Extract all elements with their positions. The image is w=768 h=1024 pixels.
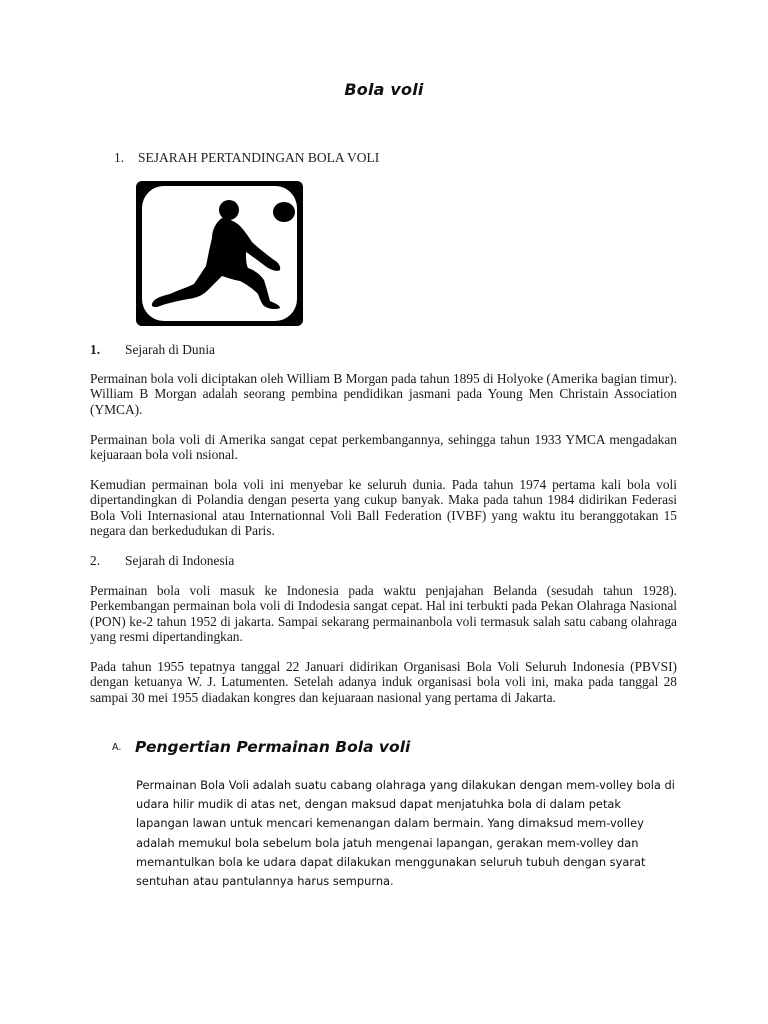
subsection-heading-text: Sejarah di Dunia — [125, 342, 215, 357]
paragraph: Kemudian permainan bola voli ini menyebar ke seluruh dunia. Pada tahun 1974 pertama kali bola voli dipertandingkan di Polandia dengan peserta yang cukup banyak. Maka pada tahun 1984 didirikan Federasi Bola Voli Internasional atau Internationnal Voli Ball Federation (IVBF) yang waktu itu beranggotakan 15 negara dan berkedudukan di Paris. — [90, 477, 677, 539]
list-number: 1. — [90, 342, 101, 357]
volleyball-figure — [136, 181, 303, 326]
section-heading-sejarah — [114, 150, 379, 166]
paragraph: Permainan Bola Voli adalah suatu cabang olahraga yang dilakukan dengan mem-volley bola di udara hilir mudik di atas net, dengan maksud dapat menjatuhka bola di dalam petak lapangan lawan untuk mencari kemenangan dalam bermain. Yang dimaksud mem-volley adalah memukul bola sebelum bola jatuh mengenai lapangan, gerakan mem-volley dan memantulkan bola ke udara dapat dilakukan menggunakan seluruh tubuh dengan syarat sentuhan atau pantulannya harus sempurna. — [136, 778, 675, 889]
volleyball-player-icon — [142, 186, 297, 321]
document-title: Bola voli — [344, 80, 424, 99]
paragraph: Permainan bola voli di Amerika sangat cepat perkembangannya, sehingga tahun 1933 YMCA mengadakan kejuaraan bola voli nsional. — [90, 432, 677, 463]
section-heading-text: Pengertian Permainan Bola voli — [135, 738, 411, 756]
list-number: 2. — [90, 553, 101, 568]
paragraph: Permainan bola voli masuk ke Indonesia pada waktu penjajahan Belanda (sesudah tahun 1928). Perkembangan permainan bola voli di Indodesia sangat cepat. Hal ini terbukti pada Pekan Olahraga Nasional (PON) ke-2 tahun 1952 di jakarta. Sampai sekarang permainanbola voli termasuk salah satu cabang olahraga yang resmi dipertandingkan. — [90, 583, 677, 645]
list-number: 1. — [114, 150, 125, 165]
figure-frame — [142, 186, 297, 321]
section-heading-pengertian — [112, 737, 410, 756]
section-heading-text: SEJARAH PERTANDINGAN BOLA VOLI — [138, 150, 380, 165]
subsection-heading-dunia — [90, 342, 215, 358]
subsection-heading-indonesia — [90, 553, 234, 569]
paragraph: Permainan bola voli diciptakan oleh William B Morgan pada tahun 1895 di Holyoke (Amerika bagian timur). William B Morgan adalah seorang pembina pendidikan jasmani pada Young Men Christain Association (YMCA). — [90, 371, 677, 417]
subsection-heading-text: Sejarah di Indonesia — [125, 553, 235, 568]
list-marker: A. — [112, 742, 122, 753]
paragraph: Pada tahun 1955 tepatnya tanggal 22 Januari didirikan Organisasi Bola Voli Seluruh Indonesia (PBVSI) dengan ketuanya W. J. Latumenten. Setelah adanya induk organisasi bola voli ini, maka pada tanggal 28 sampai 30 mei 1955 diadakan kongres dan kejuaraan nasional yang pertama di Jakarta. — [90, 659, 677, 705]
